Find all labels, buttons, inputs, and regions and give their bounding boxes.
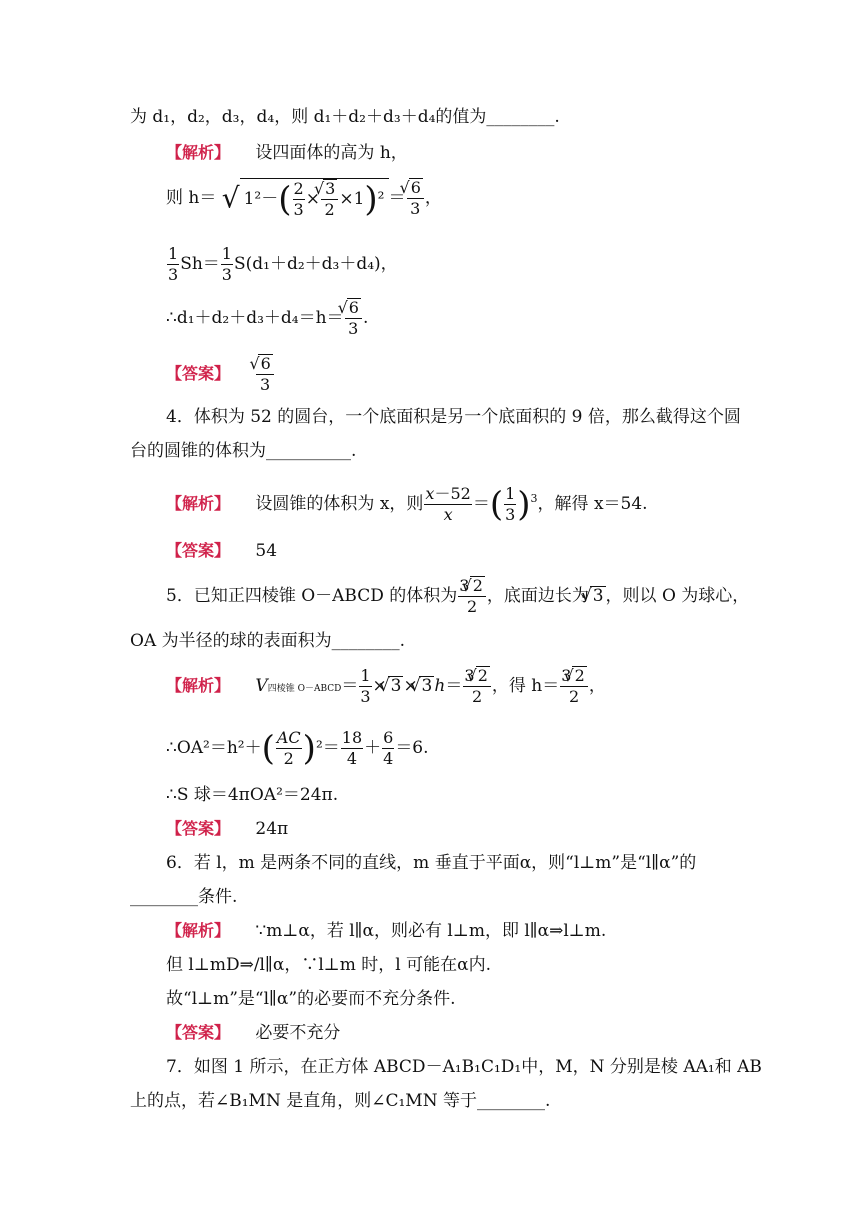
q3-analysis — [166, 142, 408, 164]
q6-analysis-line3: 故“l⊥m”是“l∥α”的必要而不充分条件. — [166, 989, 456, 1009]
q6-line2: ________条件. — [130, 887, 238, 907]
analysis-tag: 【解析】 — [166, 921, 231, 940]
q3-volume-relation: $\frac{1}{3}$ Sh＝ $\frac{1}{3}$ S(d₁＋d₂＋d₃＋d₄)， — [168, 244, 398, 284]
q4-analysis: 【解析】 设圆锥的体积为 x，则 $\frac{x-52}{x}$ ＝( $\frac{1}{3}$ )$^3$，解得 x＝54. — [166, 484, 648, 525]
q3-answer: 【答案】 √ $\frac{6}{3}$ — [166, 352, 275, 396]
q5-line1: 5．已知正四棱锥 O－ABCD 的体积为 $\frac{3√ 2}{2}$ ，底面边长为√ 3 ，则以 O 为球心， — [166, 574, 749, 618]
analysis-tag: 【解析】 — [166, 494, 231, 513]
q7-line2: 上的点，若∠B₁MN 是直角，则∠C₁MN 等于________. — [130, 1091, 551, 1111]
q4-line1: 4．体积为 52 的圆台，一个底面积是另一个底面积的 9 倍，那么截得这个圆 — [166, 407, 741, 427]
q6-analysis-line2: 但 l⊥mD⇒/l∥α，∵l⊥m 时，l 可能在α内. — [166, 955, 491, 975]
q7-line1: 7．如图 1 所示，在正方体 ABCD－A₁B₁C₁D₁中，M，N 分别是棱 AA₁和 AB — [166, 1057, 762, 1077]
answer-tag: 【答案】 — [166, 1023, 231, 1042]
q5-answer: 【答案】 24π — [166, 819, 289, 839]
q4-answer: 【答案】 54 — [166, 541, 278, 561]
q6-analysis: 【解析】 ∵m⊥α，若 l∥α，则必有 l⊥m，即 l∥α⇒l⊥m. — [166, 921, 607, 941]
q5-surface: ∴S 球＝4πOA²＝24π. — [166, 785, 339, 805]
answer-tag: 【答案】 — [166, 819, 231, 838]
q5-line2: OA 为半径的球的表面积为________. — [130, 631, 406, 651]
q3-analysis-line1: 设四面体的高为 h， — [255, 143, 408, 163]
q3-intro: 为 d₁，d₂，d₃，d₄，则 d₁＋d₂＋d₃＋d₄的值为________. — [130, 107, 560, 127]
q6-answer: 【答案】 必要不充分 — [166, 1023, 341, 1043]
q4-line2: 台的圆锥的体积为__________. — [130, 441, 357, 461]
q5-oa: ∴OA²＝h²＋( $\frac{AC}{2}$ )²＝ $\frac{18}{4}$ ＋ $\frac{6}{4}$ ＝6. — [166, 728, 429, 769]
answer-tag: 【答案】 — [166, 364, 231, 383]
q6-line1: 6．若 l，m 是两条不同的直线，m 垂直于平面α，则“l⊥m”是“l∥α”的 — [166, 853, 697, 873]
q3-height-formula: 则 h＝ √ 1²－( $\frac{2}{3}$ × √ $\frac{3}{2}$ ×1)² ＝ √ $\frac{6}{3}$ ， — [166, 176, 442, 221]
q5-analysis: 【解析】 V四棱锥 O－ABCD＝ $\frac{1}{3}$ ×√ 3 ×√ 3 h＝ $\frac{3√ 2}{2}$ ，得 h＝ $\frac{3√ 2}{2}$ ， — [166, 664, 606, 711]
q3-result: ∴d₁＋d₂＋d₃＋d₄＝h＝ √ $\frac{6}{3}$ . — [166, 296, 368, 340]
answer-tag: 【答案】 — [166, 541, 231, 560]
analysis-tag: 【解析】 — [166, 143, 231, 162]
analysis-tag: 【解析】 — [166, 676, 231, 695]
